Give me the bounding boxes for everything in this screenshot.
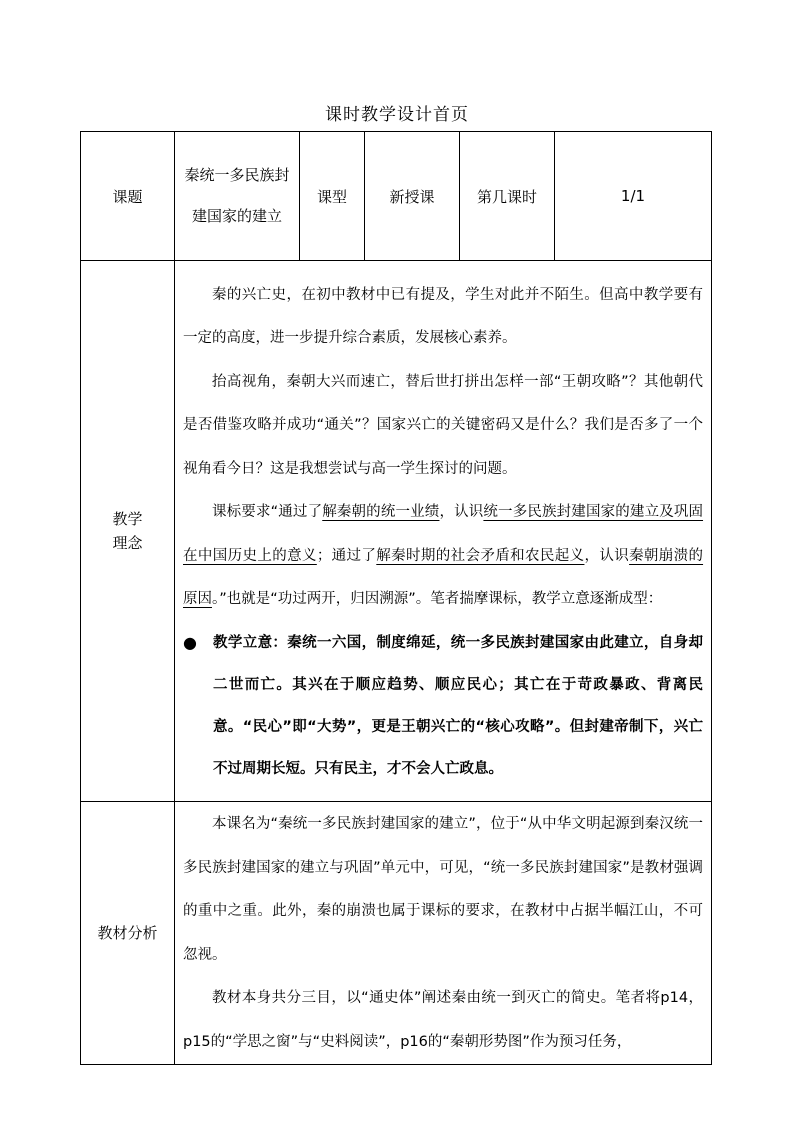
topic-value: 秦统一多民族封建国家的建立	[175, 132, 300, 261]
lesson-plan-table	[80, 131, 712, 1065]
underlined-phrase: 统一多民族封建国家的建立及巩固在中国历史上的意义	[183, 504, 704, 564]
analysis-row	[81, 802, 712, 1065]
philosophy-paragraph-1: 秦的兴亡史，在初中教材中已有提及，学生对此并不陌生。但高中教学要有一定的高度，进一步提升综合素质，发展核心素养。	[183, 286, 703, 346]
page-title: 课时教学设计首页	[325, 105, 469, 125]
underlined-phrase: 秦朝崩溃的原因	[183, 547, 704, 607]
topic-label: 课题	[81, 132, 175, 261]
philosophy-content	[175, 261, 712, 802]
bullet-dot-icon: ●	[183, 632, 197, 652]
period-value: 1/1	[555, 132, 712, 261]
underlined-phrase: 解秦朝的统一业绩	[322, 504, 440, 520]
philosophy-row	[81, 261, 712, 802]
teaching-intent-bullet	[183, 622, 703, 790]
philosophy-label: 教学 理念	[81, 261, 175, 802]
underlined-phrase: 解秦时期的社会矛盾和农民起义	[376, 547, 585, 564]
type-value: 新授课	[365, 132, 460, 261]
philosophy-paragraph-3: 课标要求“通过了解秦朝的统一业绩，认识统一多民族封建国家的建立及巩固在中国历史上的意义；通过了解秦时期的社会矛盾和农民起义，认识秦朝崩溃的原因。”也就是“功过两开，归因溯源”。笔者揣摩课标，教学立意逐渐成型：	[183, 504, 704, 607]
type-label: 课型	[300, 132, 365, 261]
analysis-paragraph-2: 教材本身共分三目，以“通史体”阐述秦由统一到灭亡的简史。笔者将p14，p15的“学思之窗”与“史料阅读”，p16的“秦朝形势图”作为预习任务，	[183, 990, 703, 1050]
teaching-intent-text: 教学立意：秦统一六国，制度绵延，统一多民族封建国家由此建立，自身却二世而亡。其兴在于顺应趋势、顺应民心；其亡在于苛政暴政、背离民意。“民心”即“大势”，更是王朝兴亡的“核心攻略”。但封建帝制下，兴亡不过周期长短。只有民主，才不会人亡政息。	[213, 634, 703, 777]
analysis-paragraph-1: 本课名为“秦统一多民族封建国家的建立”，位于“从中华文明起源到秦汉统一多民族封建国家的建立与巩固”单元中，可见，“统一多民族封建国家”是教材强调的重中之重。此外，秦的崩溃也属于课标的要求，在教材中占据半幅江山，不可忽视。	[183, 816, 703, 963]
period-label: 第几课时	[460, 132, 555, 261]
analysis-label: 教材分析	[81, 802, 175, 1065]
philosophy-paragraph-2: 抬高视角，秦朝大兴而速亡，替后世打拼出怎样一部“王朝攻略”？其他朝代是否借鉴攻略并成功“通关”？国家兴亡的关键密码又是什么？我们是否多了一个视角看今日？这是我想尝试与高一学生探讨的问题。	[183, 373, 703, 477]
header-row	[81, 132, 712, 261]
analysis-content	[175, 802, 712, 1065]
